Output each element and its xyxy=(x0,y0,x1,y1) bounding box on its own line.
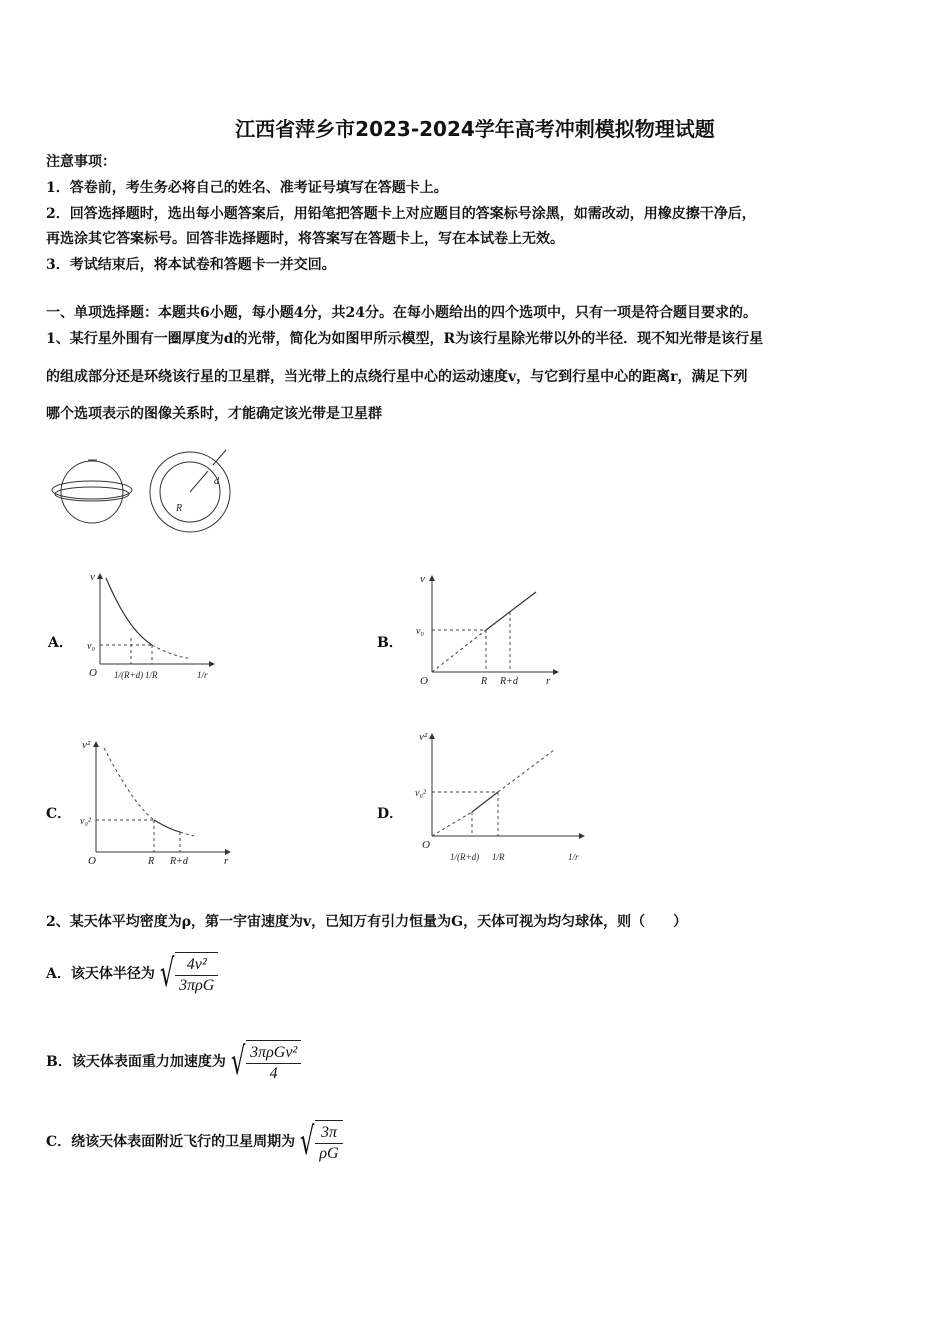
page-title: 江西省萍乡市2023-2024学年高考冲刺模拟物理试题 xyxy=(235,117,715,141)
origin-label: O xyxy=(88,855,96,867)
x-axis-label: r xyxy=(546,675,551,687)
level-label: v₀ xyxy=(87,641,95,652)
y-axis-label: v² xyxy=(82,739,91,751)
notes-item: 2．回答选择题时，选出每小题答案后，用铅笔把答题卡上对应题目的答案标号涂黑，如需改动，用橡皮擦干净后， xyxy=(46,206,756,222)
option-label: C． xyxy=(46,1134,72,1150)
q2-stem: 2、某天体平均密度为ρ，第一宇宙速度为v，已知万有引力恒量为G，天体可视为均匀球体，则（ ） xyxy=(46,914,688,930)
dashed-curve xyxy=(152,645,188,658)
dashed-line xyxy=(432,630,486,672)
frac-num: 3πρGv² xyxy=(246,1044,301,1064)
x-axis-label: 1/r xyxy=(568,852,579,862)
mark-label: 1/R xyxy=(145,670,158,680)
thickness-label: d xyxy=(214,476,219,487)
graph-c xyxy=(80,734,240,869)
x-axis-label: 1/r xyxy=(197,670,208,680)
level-label: v₀² xyxy=(80,816,91,827)
frac-den: 4 xyxy=(269,1064,278,1082)
level-label: v₀ xyxy=(416,626,424,637)
solid-line xyxy=(472,792,498,812)
notes-item: 再选涂其它答案标号。回答非选择题时，将答案写在答题卡上，写在本试卷上无效。 xyxy=(46,231,564,247)
level-label: v₀² xyxy=(415,788,426,799)
y-axis-label: v xyxy=(90,571,95,583)
frac-num: 4v² xyxy=(175,956,218,976)
notes-heading: 注意事项： xyxy=(46,154,116,170)
notes-item: 1．答卷前，考生务必将自己的姓名、准考证号填写在答题卡上。 xyxy=(46,180,448,196)
sqrt-icon: √ xyxy=(230,1039,246,1083)
mark-label: 1/(R+d) xyxy=(450,852,480,862)
frac-den: 3πρG xyxy=(179,976,215,994)
option-label: A． xyxy=(46,966,71,982)
section-heading: 一、单项选择题：本题共6小题，每小题4分，共24分。在每小题给出的四个选项中，只有一项是符合题目要求的。 xyxy=(46,305,757,321)
option-d-label: D． xyxy=(377,806,404,822)
q1-stem-line: 哪个选项表示的图像关系时，才能确定该光带是卫星群 xyxy=(46,406,382,422)
option-text: 绕该天体表面附近飞行的卫星周期为 xyxy=(71,1134,296,1150)
sqrt-icon: √ xyxy=(159,951,175,995)
q2-option-b xyxy=(46,1032,301,1090)
dashed-line xyxy=(498,750,554,792)
option-b-label: B． xyxy=(377,635,403,651)
option-a-label: A． xyxy=(48,635,73,651)
origin-label: O xyxy=(422,839,430,851)
option-label: B． xyxy=(46,1054,72,1070)
option-text: 该天体半径为 xyxy=(70,966,155,982)
origin-label: O xyxy=(420,675,428,687)
dashed-tail xyxy=(180,832,194,836)
graph-a xyxy=(84,566,234,696)
sqrt-icon: √ xyxy=(300,1119,315,1163)
mark-label: R xyxy=(148,856,155,867)
mark-label: R+d xyxy=(500,676,518,687)
y-axis-label: v² xyxy=(419,731,428,743)
q1-stem-line: 的组成部分还是环绕该行星的卫星群，当光带上的点绕行星中心的运动速度v，与它到行星中心的距离r，满足下列 xyxy=(46,369,748,385)
dashed-curve xyxy=(104,748,154,820)
notes-item: 3．考试结束后，将本试卷和答题卡一并交回。 xyxy=(46,257,336,273)
radius-label: R xyxy=(176,503,183,514)
graph-b xyxy=(412,566,562,696)
mark-label: 1/(R+d) xyxy=(114,670,144,680)
solid-curve xyxy=(154,820,180,832)
solid-line xyxy=(486,592,536,630)
x-axis-label: r xyxy=(224,855,229,867)
option-c-label: C． xyxy=(46,806,72,822)
mark-label: 1/R xyxy=(492,852,505,862)
graph-d xyxy=(412,726,592,871)
origin-label: O xyxy=(89,667,97,679)
y-axis-label: v xyxy=(420,573,425,585)
mark-label: R+d xyxy=(170,856,188,867)
solid-curve xyxy=(106,578,152,645)
q2-option-a xyxy=(46,944,218,1002)
planet-top-view xyxy=(150,450,230,532)
frac-den: ρG xyxy=(319,1144,339,1162)
planet-ring-figure xyxy=(48,448,248,540)
option-text: 该天体表面重力加速度为 xyxy=(71,1054,226,1070)
planet-side-view xyxy=(52,460,132,523)
q1-stem-line: 1、某行星外围有一圈厚度为d的光带，简化为如图甲所示模型，R为该行星除光带以外的半径．现不知光带是该行星 xyxy=(46,331,764,347)
dashed-line xyxy=(432,812,472,836)
mark-label: R xyxy=(481,676,488,687)
frac-num: 3π xyxy=(315,1124,342,1144)
q2-option-c xyxy=(46,1112,343,1170)
